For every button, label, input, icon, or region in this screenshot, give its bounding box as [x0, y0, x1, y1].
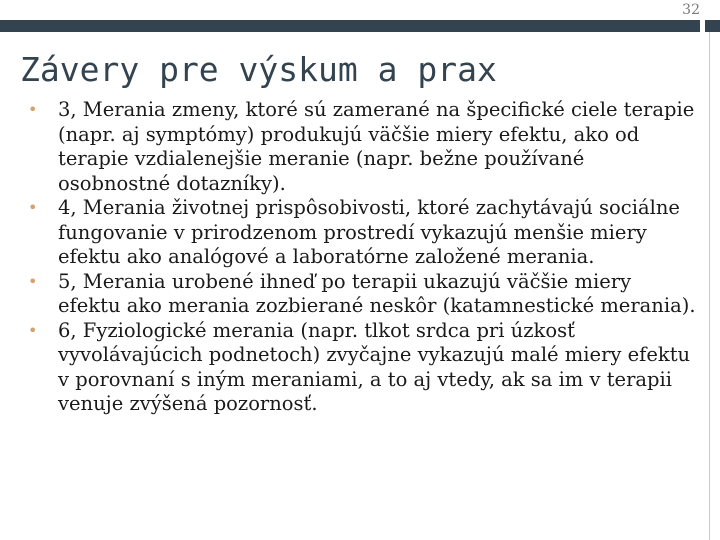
bullet-item	[28, 196, 698, 270]
header-bar-corner	[705, 20, 720, 32]
bullet-item	[28, 270, 698, 319]
header-bar	[0, 20, 700, 32]
bullet-dot-icon: •	[28, 320, 38, 340]
bullet-dot-icon: •	[28, 100, 38, 119]
bullet-item	[28, 98, 698, 196]
right-border-line	[709, 32, 710, 540]
slide-title: Závery pre výskum a prax	[20, 50, 497, 89]
bullet-list	[28, 98, 698, 417]
bullet-text: 6, Fyziologické merania (napr. tlkot srdca pri úzkosť vyvolávajúcich podnetoch) zvyčajne vykazujú malé miery efektu v porovnaní s iným meraniami, a to aj vtedy, ak sa im v terapii venuje zvýšená pozornosť.	[58, 318, 691, 415]
bullet-text: 4, Merania životnej prispôsobivosti, ktoré zachytávajú sociálne fungovanie v prirodzenom prostredí vykazujú menšie miery efektu ako analógové a laboratórne založené merania.	[58, 196, 680, 268]
bullet-text: 3, Merania zmeny, ktoré sú zamerané na špecifické ciele terapie (napr. aj symptómy) produkujú väčšie miery efektu, ako od terapie vzdialenejšie meranie (napr. bežne používané osobnostné dotazníky).	[58, 98, 695, 195]
bullet-item	[28, 319, 698, 417]
bullet-text: 5, Merania urobené ihneď po terapii ukazujú väčšie miery efektu ako merania zozbierané neskôr (katamnestické merania).	[58, 269, 696, 317]
bullet-dot-icon: •	[28, 198, 38, 217]
page-number: 32	[682, 2, 700, 18]
bullet-dot-icon: •	[28, 271, 38, 291]
